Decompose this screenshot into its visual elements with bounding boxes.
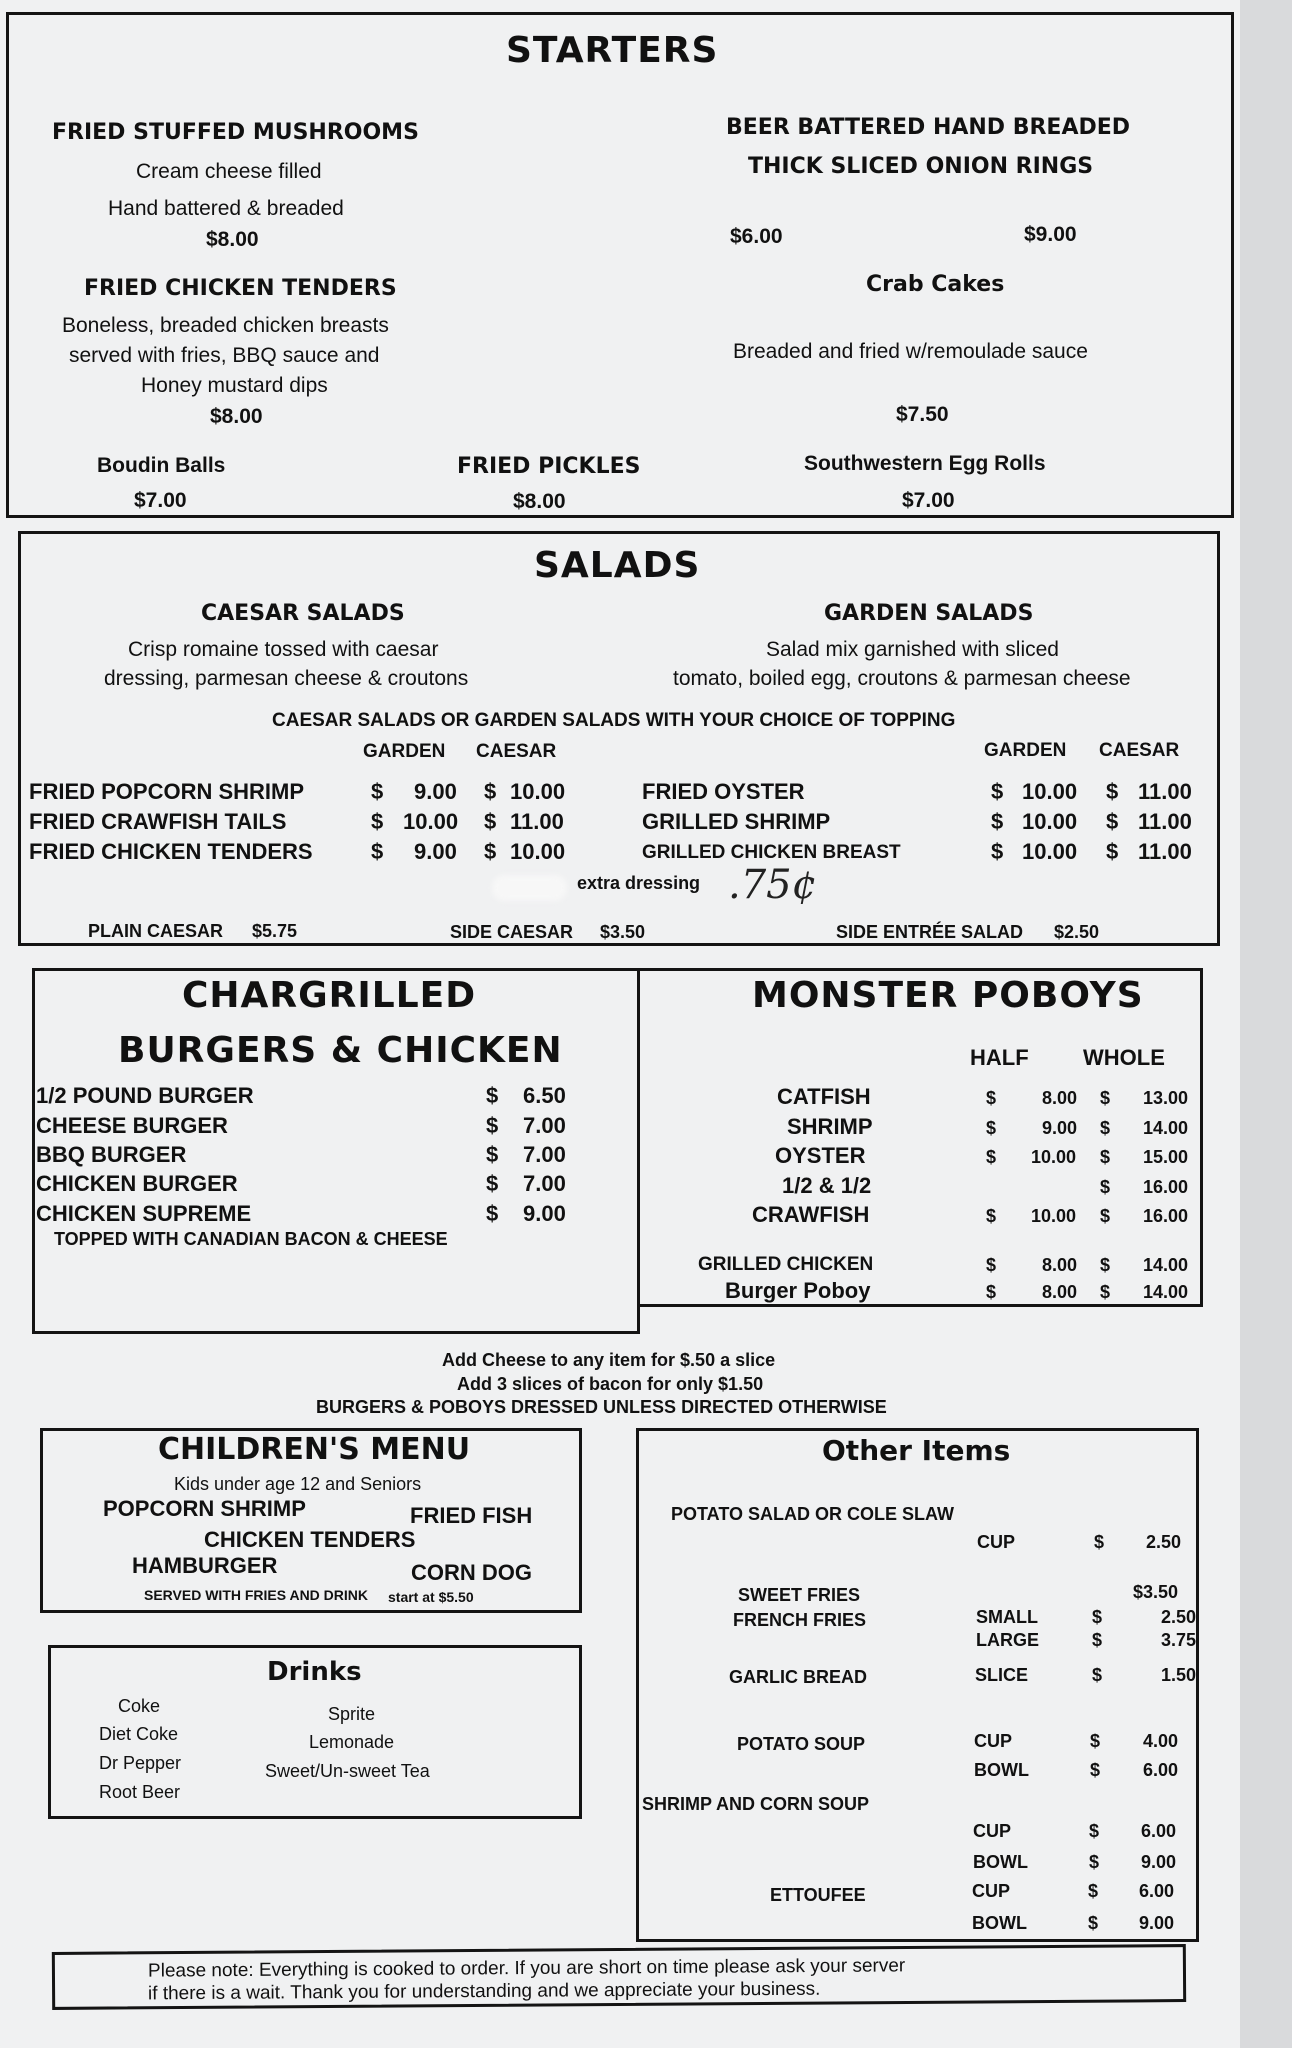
tenders-name: FRIED CHICKEN TENDERS — [84, 276, 397, 301]
dollar-sign: $ — [371, 809, 384, 834]
poboy-row-name: CRAWFISH — [752, 1202, 870, 1227]
add-bacon-note: Add 3 slices of bacon for only $1.50 — [457, 1374, 764, 1394]
salad-caesar-price: 10.00 — [510, 839, 566, 864]
poboy-col-whole: WHOLE — [1083, 1045, 1165, 1070]
french-fries-name: FRENCH FRIES — [733, 1610, 867, 1630]
poboys-title: MONSTER POBOYS — [752, 975, 1144, 1016]
footer-note-line-1: Please note: Everything is cooked to order. If you are short on time please ask your server — [147, 1955, 906, 1982]
shrimp-corn-soup-cup-price: 6.00 — [1141, 1821, 1177, 1841]
ettoufee-name: ETTOUFEE — [770, 1885, 866, 1905]
add-cheese-note: Add Cheese to any item for $.50 a slice — [442, 1350, 776, 1370]
dollar-sign: $ — [1106, 809, 1119, 834]
poboy-row-name: OYSTER — [775, 1143, 866, 1168]
egg-rolls-price: $7.00 — [902, 489, 955, 512]
salad-caesar-price: 11.00 — [510, 809, 564, 834]
drink-item: Diet Coke — [99, 1724, 179, 1744]
dollar-sign: $ — [484, 779, 497, 804]
salad-garden-price: 10.00 — [1022, 839, 1078, 864]
dollar-sign: $ — [1089, 1852, 1100, 1872]
poboy-half-price: 8.00 — [1042, 1255, 1078, 1275]
burger-row-price: 7.00 — [523, 1113, 566, 1138]
tenders-desc-3: Honey mustard dips — [141, 374, 328, 397]
garlic-bread-size: SLICE — [975, 1665, 1029, 1685]
caesar-desc-2: dressing, parmesan cheese & croutons — [104, 667, 469, 690]
garlic-bread-name: GARLIC BREAD — [729, 1667, 867, 1687]
burger-row-name: CHICKEN BURGER — [36, 1171, 238, 1196]
page-edge-shadow — [1240, 0, 1292, 2048]
tenders-price: $8.00 — [210, 405, 263, 428]
shrimp-corn-soup-bowl-price: 9.00 — [1141, 1852, 1177, 1872]
egg-rolls-name: Southwestern Egg Rolls — [804, 452, 1046, 475]
drink-item: Lemonade — [309, 1732, 395, 1752]
footer-note-line-2: if there is a wait. Thank you for understanding and we appreciate your business. — [147, 1978, 821, 2005]
salad-garden-price: 9.00 — [414, 839, 457, 864]
left-col-garden: GARDEN — [363, 741, 446, 762]
other-items-title: Other Items — [822, 1434, 1011, 1467]
dollar-sign: $ — [1100, 1147, 1111, 1167]
drink-item: Root Beer — [99, 1782, 181, 1802]
poboy-half-price: 10.00 — [1031, 1147, 1077, 1167]
dollar-sign: $ — [1100, 1118, 1111, 1138]
potato-salad-price: 2.50 — [1146, 1532, 1182, 1552]
kids-item: HAMBURGER — [132, 1553, 278, 1578]
salad-row-name: GRILLED SHRIMP — [642, 809, 831, 834]
side-caesar-price: $3.50 — [600, 922, 646, 942]
dollar-sign: $ — [986, 1147, 997, 1167]
salad-caesar-price: 10.00 — [510, 779, 566, 804]
salad-row-name: FRIED CHICKEN TENDERS — [29, 839, 313, 864]
burger-row-price: 7.00 — [523, 1171, 566, 1196]
dollar-sign: $ — [986, 1118, 997, 1138]
dollar-sign: $ — [986, 1282, 997, 1302]
shrimp-corn-soup-name: SHRIMP AND CORN SOUP — [642, 1794, 870, 1814]
dollar-sign: $ — [1100, 1282, 1111, 1302]
tenders-desc-1: Boneless, breaded chicken breasts — [62, 314, 389, 337]
kids-item: POPCORN SHRIMP — [103, 1496, 306, 1521]
tenders-desc-2: served with fries, BBQ sauce and — [69, 344, 380, 367]
drink-item: Sweet/Un-sweet Tea — [265, 1761, 430, 1781]
dollar-sign: $ — [1100, 1177, 1111, 1197]
poboy-row-name: 1/2 & 1/2 — [782, 1173, 872, 1198]
mushrooms-price: $8.00 — [206, 228, 259, 251]
dollar-sign: $ — [486, 1201, 499, 1226]
dollar-sign: $ — [1088, 1913, 1099, 1933]
burgers-title-1: CHARGRILLED — [182, 975, 477, 1016]
potato-salad-name: POTATO SALAD OR COLE SLAW — [671, 1504, 954, 1524]
starters-title: STARTERS — [506, 30, 719, 71]
poboy-row-name: GRILLED CHICKEN — [698, 1254, 874, 1275]
dollar-sign: $ — [1092, 1630, 1103, 1650]
potato-soup-cup: CUP — [974, 1731, 1013, 1751]
burgers-title-2: BURGERS & CHICKEN — [118, 1030, 563, 1071]
topping-heading: CAESAR SALADS OR GARDEN SALADS WITH YOUR CHOICE OF TOPPING — [272, 710, 956, 731]
garlic-bread-price: 1.50 — [1161, 1665, 1197, 1685]
dollar-sign: $ — [486, 1083, 499, 1108]
fries-large-size: LARGE — [976, 1630, 1039, 1650]
dollar-sign: $ — [1089, 1821, 1100, 1841]
drink-item: Coke — [118, 1696, 161, 1716]
side-caesar-label: SIDE CAESAR — [450, 922, 574, 942]
side-entree-price: $2.50 — [1054, 922, 1100, 942]
dollar-sign: $ — [1090, 1731, 1101, 1751]
extra-dressing-label: extra dressing — [577, 873, 701, 893]
dollar-sign: $ — [1100, 1088, 1111, 1108]
plain-caesar-label: PLAIN CAESAR — [88, 921, 224, 941]
plain-caesar-price: $5.75 — [252, 921, 298, 941]
kids-item: CHICKEN TENDERS — [204, 1527, 416, 1552]
ettoufee-cup: CUP — [972, 1881, 1011, 1901]
dollar-sign: $ — [484, 839, 497, 864]
dollar-sign: $ — [371, 839, 384, 864]
supreme-note: TOPPED WITH CANADIAN BACON & CHEESE — [54, 1229, 448, 1249]
childrens-menu-subtitle: Kids under age 12 and Seniors — [174, 1474, 422, 1494]
poboy-row-name: CATFISH — [777, 1084, 871, 1109]
sweet-fries-name: SWEET FRIES — [738, 1585, 861, 1605]
fries-small-size: SMALL — [976, 1607, 1038, 1627]
poboy-whole-price: 16.00 — [1143, 1206, 1189, 1226]
poboy-whole-price: 16.00 — [1143, 1177, 1189, 1197]
poboy-half-price: 8.00 — [1042, 1088, 1078, 1108]
dollar-sign: $ — [486, 1142, 499, 1167]
salads-title: SALADS — [534, 545, 701, 586]
drinks-title: Drinks — [267, 1657, 362, 1687]
correction-fluid-mark — [492, 875, 567, 901]
dollar-sign: $ — [991, 809, 1004, 834]
salad-caesar-price: 11.00 — [1138, 809, 1192, 834]
poboy-half-price: 10.00 — [1031, 1206, 1077, 1226]
burger-row-price: 7.00 — [523, 1142, 566, 1167]
fries-small-price: 2.50 — [1161, 1607, 1197, 1627]
salad-garden-price: 9.00 — [414, 779, 457, 804]
right-col-caesar: CAESAR — [1099, 740, 1180, 761]
dollar-sign: $ — [486, 1171, 499, 1196]
salad-garden-price: 10.00 — [1022, 809, 1078, 834]
ettoufee-bowl-price: 9.00 — [1139, 1913, 1175, 1933]
salad-row-name: FRIED OYSTER — [642, 779, 805, 804]
salad-row-name: FRIED POPCORN SHRIMP — [29, 779, 305, 804]
onion-rings-price-large: $9.00 — [1024, 223, 1077, 246]
mushrooms-desc-2: Hand battered & breaded — [108, 197, 344, 220]
dollar-sign: $ — [1092, 1607, 1103, 1627]
boudin-price: $7.00 — [134, 489, 187, 512]
dollar-sign: $ — [991, 779, 1004, 804]
starters-section — [6, 12, 1234, 518]
ettoufee-bowl: BOWL — [972, 1913, 1027, 1933]
kids-item: FRIED FISH — [410, 1503, 533, 1528]
onion-rings-price-small: $6.00 — [730, 225, 783, 248]
poboy-half-price: 9.00 — [1042, 1118, 1078, 1138]
dollar-sign: $ — [1106, 839, 1119, 864]
dollar-sign: $ — [1090, 1760, 1101, 1780]
boudin-name: Boudin Balls — [97, 454, 226, 477]
dollar-sign: $ — [1092, 1665, 1103, 1685]
crab-cakes-price: $7.50 — [896, 403, 949, 426]
poboy-whole-price: 13.00 — [1143, 1088, 1189, 1108]
ettoufee-cup-price: 6.00 — [1139, 1881, 1175, 1901]
salad-caesar-price: 11.00 — [1138, 839, 1192, 864]
dollar-sign: $ — [1100, 1255, 1111, 1275]
dollar-sign: $ — [1094, 1532, 1105, 1552]
dollar-sign: $ — [486, 1113, 499, 1138]
sweet-fries-price: $3.50 — [1133, 1582, 1179, 1602]
crab-cakes-name: Crab Cakes — [866, 272, 1005, 297]
poboy-whole-price: 14.00 — [1143, 1282, 1189, 1302]
garden-desc-1: Salad mix garnished with sliced — [766, 638, 1059, 661]
drink-item: Sprite — [328, 1704, 376, 1724]
poboy-half-price: 8.00 — [1042, 1282, 1078, 1302]
caesar-salads-name: CAESAR SALADS — [201, 601, 405, 626]
poboy-whole-price: 15.00 — [1143, 1147, 1189, 1167]
crab-cakes-desc: Breaded and fried w/remoulade sauce — [733, 340, 1088, 363]
potato-soup-cup-price: 4.00 — [1143, 1731, 1179, 1751]
pickles-price: $8.00 — [513, 490, 566, 513]
potato-soup-bowl-price: 6.00 — [1143, 1760, 1179, 1780]
kids-footer: SERVED WITH FRIES AND DRINK — [144, 1587, 369, 1603]
onion-rings-line-1: BEER BATTERED HAND BREADED — [726, 115, 1131, 140]
burger-row-name: BBQ BURGER — [36, 1142, 187, 1167]
dollar-sign: $ — [1088, 1881, 1099, 1901]
kids-item: CORN DOG — [411, 1560, 532, 1585]
salad-garden-price: 10.00 — [1022, 779, 1078, 804]
shrimp-corn-soup-cup: CUP — [973, 1821, 1012, 1841]
side-entree-label: SIDE ENTRÉE SALAD — [836, 922, 1024, 942]
dollar-sign: $ — [1100, 1206, 1111, 1226]
dollar-sign: $ — [986, 1255, 997, 1275]
potato-soup-bowl: BOWL — [974, 1760, 1029, 1780]
potato-salad-size: CUP — [977, 1532, 1016, 1552]
garden-salads-name: GARDEN SALADS — [824, 601, 1034, 626]
left-col-caesar: CAESAR — [476, 741, 557, 762]
burger-row-name: CHICKEN SUPREME — [36, 1201, 252, 1226]
poboy-row-name: SHRIMP — [787, 1114, 873, 1139]
drink-item: Dr Pepper — [99, 1753, 182, 1773]
salad-caesar-price: 11.00 — [1138, 779, 1192, 804]
dollar-sign: $ — [1106, 779, 1119, 804]
pickles-name: FRIED PICKLES — [457, 454, 641, 479]
dollar-sign: $ — [991, 839, 1004, 864]
dollar-sign: $ — [986, 1088, 997, 1108]
kids-footer-price: start at $5.50 — [388, 1589, 474, 1605]
burger-row-name: CHEESE BURGER — [36, 1113, 228, 1138]
childrens-menu-title: CHILDREN'S MENU — [158, 1432, 471, 1467]
burger-row-price: 9.00 — [523, 1201, 566, 1226]
caesar-desc-1: Crisp romaine tossed with caesar — [128, 638, 439, 661]
garden-desc-2: tomato, boiled egg, croutons & parmesan cheese — [673, 667, 1131, 690]
salad-garden-price: 10.00 — [403, 809, 459, 834]
poboy-col-half: HALF — [970, 1045, 1029, 1070]
dollar-sign: $ — [986, 1206, 997, 1226]
salad-row-name: GRILLED CHICKEN BREAST — [642, 842, 901, 863]
extra-dressing-handwritten-price: .75¢ — [728, 862, 818, 908]
onion-rings-line-2: THICK SLICED ONION RINGS — [748, 154, 1094, 179]
dressed-note: BURGERS & POBOYS DRESSED UNLESS DIRECTED OTHERWISE — [316, 1397, 887, 1417]
poboy-row-name: Burger Poboy — [725, 1278, 871, 1303]
mushrooms-desc-1: Cream cheese filled — [136, 160, 322, 183]
fries-large-price: 3.75 — [1161, 1630, 1197, 1650]
mushrooms-name: FRIED STUFFED MUSHROOMS — [52, 120, 419, 145]
burger-row-name: 1/2 POUND BURGER — [36, 1083, 254, 1108]
shrimp-corn-soup-bowl: BOWL — [973, 1852, 1028, 1872]
poboy-whole-price: 14.00 — [1143, 1255, 1189, 1275]
burger-row-price: 6.50 — [523, 1083, 566, 1108]
dollar-sign: $ — [484, 809, 497, 834]
right-col-garden: GARDEN — [984, 740, 1067, 761]
salad-row-name: FRIED CRAWFISH TAILS — [29, 809, 287, 834]
dollar-sign: $ — [371, 779, 384, 804]
poboy-whole-price: 14.00 — [1143, 1118, 1189, 1138]
potato-soup-name: POTATO SOUP — [737, 1734, 866, 1754]
